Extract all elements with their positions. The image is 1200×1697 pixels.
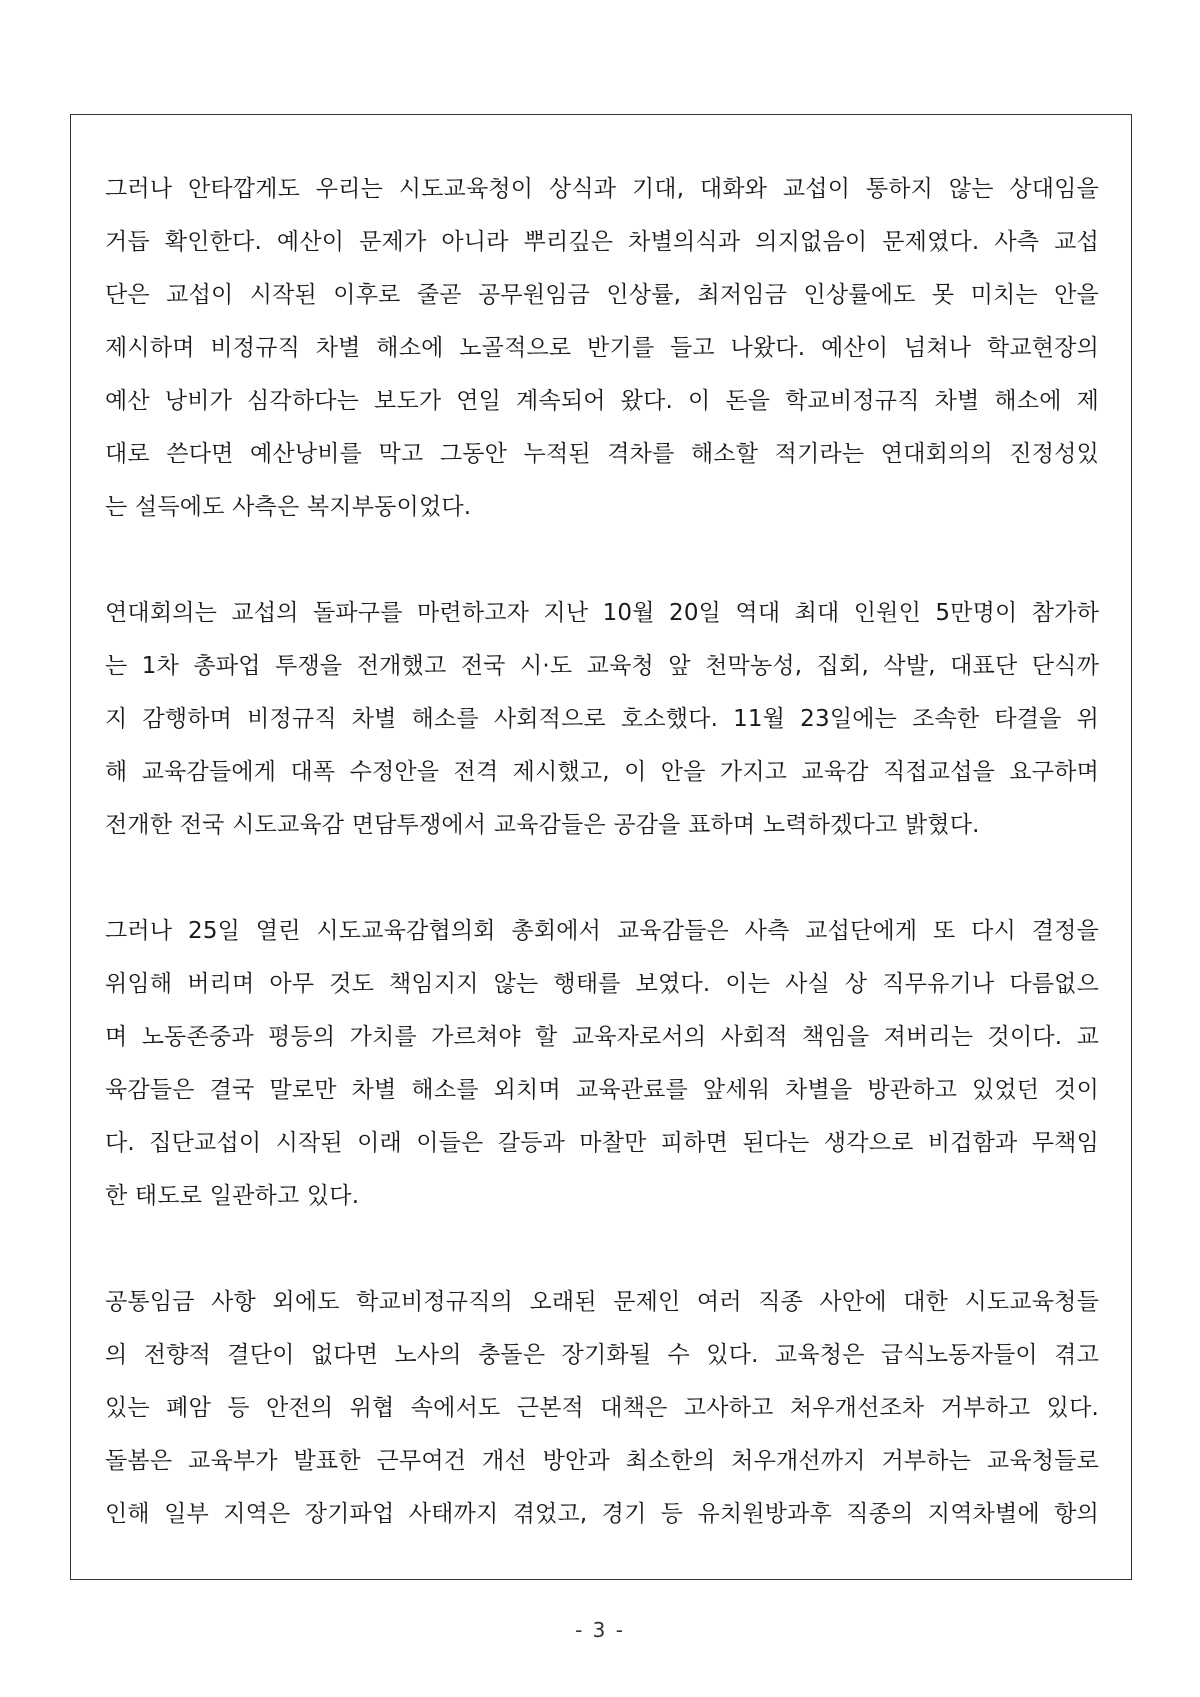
text-line: 며 노동존중과 평등의 가치를 가르쳐야 할 교육자로서의 사회적 책임을 져버리는 것이다. 교 [105, 1024, 1099, 1050]
paragraph-4 [105, 1276, 1099, 1541]
paragraph-3 [105, 905, 1099, 1223]
text-line: 한 태도로 일관하고 있다. [105, 1183, 360, 1209]
text-line: 육감들은 결국 말로만 차별 해소를 외치며 교육관료를 앞세워 차별을 방관하고 있었던 것이 [105, 1077, 1099, 1103]
document-frame [70, 114, 1132, 1580]
text-line: 그러나 안타깝게도 우리는 시도교육청이 상식과 기대, 대화와 교섭이 통하지 않는 상대임을 [105, 176, 1099, 202]
text-line: 단은 교섭이 시작된 이후로 줄곧 공무원임금 인상률, 최저임금 인상률에도 못 미치는 안을 [105, 282, 1099, 308]
paragraph-2 [105, 587, 1099, 852]
text-line: 대로 쓴다면 예산낭비를 막고 그동안 누적된 격차를 해소할 적기라는 연대회의의 진정성있 [105, 441, 1099, 467]
text-line: 그러나 25일 열린 시도교육감협의회 총회에서 교육감들은 사측 교섭단에게 또 다시 결정을 [105, 918, 1099, 944]
text-line: 해 교육감들에게 대폭 수정안을 전격 제시했고, 이 안을 가지고 교육감 직접교섭을 요구하며 [105, 759, 1099, 785]
text-line: 돌봄은 교육부가 발표한 근무여건 개선 방안과 최소한의 처우개선까지 거부하는 교육청들로 [105, 1448, 1099, 1474]
text-line: 거듭 확인한다. 예산이 문제가 아니라 뿌리깊은 차별의식과 의지없음이 문제였다. 사측 교섭 [105, 229, 1099, 255]
text-line: 위임해 버리며 아무 것도 책임지지 않는 행태를 보였다. 이는 사실 상 직무유기나 다름없으 [105, 971, 1099, 997]
text-line: 있는 폐암 등 안전의 위협 속에서도 근본적 대책은 고사하고 처우개선조차 거부하고 있다. [105, 1395, 1099, 1421]
text-line: 는 1차 총파업 투쟁을 전개했고 전국 시·도 교육청 앞 천막농성, 집회, 삭발, 대표단 단식까 [105, 653, 1099, 679]
text-line: 의 전향적 결단이 없다면 노사의 충돌은 장기화될 수 있다. 교육청은 급식노동자들이 겪고 [105, 1342, 1099, 1368]
text-line: 지 감행하며 비정규직 차별 해소를 사회적으로 호소했다. 11월 23일에는 조속한 타결을 위 [105, 706, 1099, 732]
text-line: 공통임금 사항 외에도 학교비정규직의 오래된 문제인 여러 직종 사안에 대한 시도교육청들 [105, 1289, 1099, 1315]
text-line: 인해 일부 지역은 장기파업 사태까지 겪었고, 경기 등 유치원방과후 직종의 지역차별에 항의 [105, 1501, 1099, 1527]
text-line: 제시하며 비정규직 차별 해소에 노골적으로 반기를 들고 나왔다. 예산이 넘쳐나 학교현장의 [105, 335, 1099, 361]
paragraph-1 [105, 163, 1099, 534]
text-line: 연대회의는 교섭의 돌파구를 마련하고자 지난 10월 20일 역대 최대 인원인 5만명이 참가하 [105, 600, 1099, 626]
document-body [105, 163, 1099, 1580]
text-line: 다. 집단교섭이 시작된 이래 이들은 갈등과 마찰만 피하면 된다는 생각으로 비겁함과 무책임 [105, 1130, 1099, 1156]
text-line: 는 설득에도 사측은 복지부동이었다. [105, 494, 472, 520]
page-number: - 3 - [575, 1618, 625, 1642]
text-line: 전개한 전국 시도교육감 면담투쟁에서 교육감들은 공감을 표하며 노력하겠다고 밝혔다. [105, 812, 980, 838]
text-line: 예산 낭비가 심각하다는 보도가 연일 계속되어 왔다. 이 돈을 학교비정규직 차별 해소에 제 [105, 388, 1099, 414]
